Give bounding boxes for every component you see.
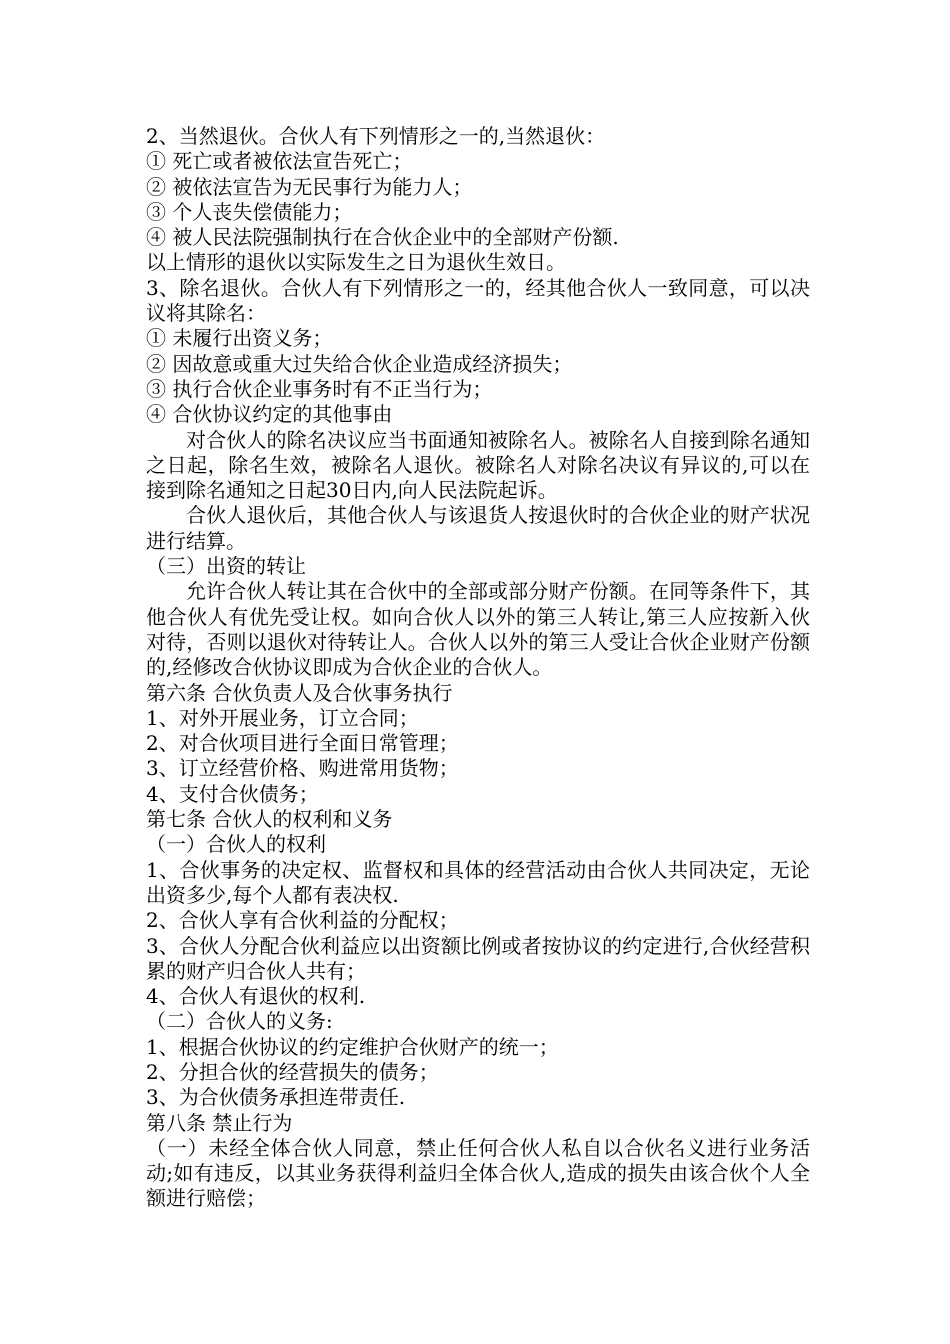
paragraph: （一）未经全体合伙人同意，禁止任何合伙人私自以合伙名义进行业务活动;如有违反，以其业务获得利益归全体合伙人,造成的损失由该合伙个人全额进行赔偿；: [146, 1135, 810, 1211]
paragraph: 3、除名退伙。合伙人有下列情形之一的，经其他合伙人一致同意，可以决议将其除名：: [146, 275, 810, 326]
list-item: 3、合伙人分配合伙利益应以出资额比例或者按协议的约定进行,合伙经营积累的财产归合伙人共有；: [146, 933, 810, 983]
paragraph: 允许合伙人转让其在合伙中的全部或部分财产份额。在同等条件下，其他合伙人有优先受让权。如向合伙人以外的第三人转让,第三人应按新入伙对待，否则以退伙对待转让人。合伙人以外的第三人受让合伙企业财产份额的,经修改合伙协议即成为合伙企业的合伙人。: [146, 579, 810, 680]
article-heading: 第六条 合伙负责人及合伙事务执行: [146, 680, 453, 705]
list-item: 2、分担合伙的经营损失的债务；: [146, 1059, 439, 1084]
list-item: ② 因故意或重大过失给合伙企业造成经济损失；: [146, 351, 573, 376]
list-item: 3、为合伙债务承担连带责任.: [146, 1085, 406, 1110]
list-item: ① 未履行出资义务；: [146, 326, 333, 351]
paragraph: 对合伙人的除名决议应当书面通知被除名人。被除名人自接到除名通知之日起，除名生效，被除名人退伙。被除名人对除名决议有异议的,可以在接到除名通知之日起30日内,向人民法院起诉。: [146, 427, 810, 503]
list-item: 1、对外开展业务，订立合同；: [146, 705, 419, 730]
list-item: ③ 执行合伙企业事务时有不正当行为；: [146, 376, 493, 401]
list-item: ③ 个人丧失偿债能力；: [146, 199, 353, 224]
paragraph: 合伙人退伙后，其他合伙人与该退货人按退伙时的合伙企业的财产状况进行结算。: [146, 503, 810, 553]
article-heading: 第七条 合伙人的权利和义务: [146, 807, 393, 832]
section-heading: （三）出资的转让: [146, 554, 306, 579]
section-heading: （二）合伙人的义务:: [146, 1009, 333, 1034]
document-body: [146, 124, 810, 1212]
list-item: ④ 被人民法院强制执行在合伙企业中的全部财产份额.: [146, 225, 619, 250]
list-item: 2、对合伙项目进行全面日常管理；: [146, 731, 459, 756]
list-item: ④ 合伙协议约定的其他事由: [146, 402, 393, 427]
list-item: 2、合伙人享有合伙利益的分配权；: [146, 908, 459, 933]
list-item: 4、合伙人有退伙的权利.: [146, 984, 366, 1009]
list-item: ① 死亡或者被依法宣告死亡；: [146, 149, 413, 174]
section-heading: （一）合伙人的权利: [146, 832, 326, 857]
list-item: 3、订立经营价格、购进常用货物；: [146, 756, 459, 781]
list-item: 1、根据合伙协议的约定维护合伙财产的统一；: [146, 1034, 559, 1059]
list-item: ② 被依法宣告为无民事行为能力人；: [146, 174, 473, 199]
list-item: 4、支付合伙债务；: [146, 781, 319, 806]
paragraph: 以上情形的退伙以实际发生之日为退伙生效日。: [146, 250, 566, 275]
list-item: 1、合伙事务的决定权、监督权和具体的经营活动由合伙人共同决定，无论出资多少,每个人都有表决权.: [146, 857, 810, 907]
paragraph: 2、当然退伙。合伙人有下列情形之一的,当然退伙：: [146, 124, 606, 148]
article-heading: 第八条 禁止行为: [146, 1110, 293, 1135]
